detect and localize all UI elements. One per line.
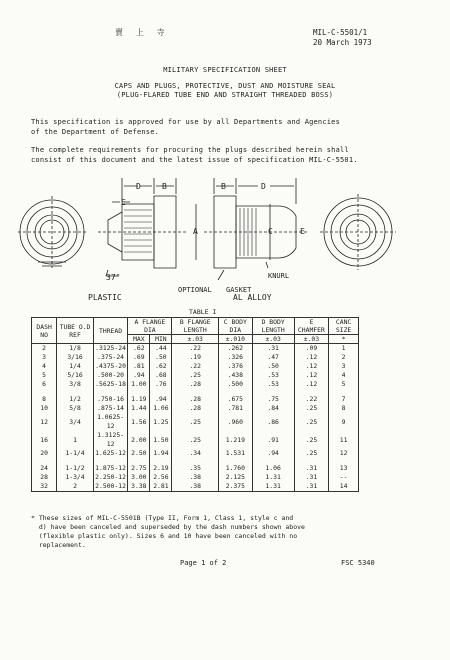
table-cell: --: [329, 473, 359, 482]
header-tube-od: TUBE O.D REF: [57, 318, 94, 344]
dim-e-alloy: E: [300, 227, 305, 236]
table-cell: .44: [150, 344, 172, 354]
dim-e-plastic: E: [121, 198, 126, 207]
title-line-2: (PLUG-FLARED TUBE END AND STRAIGHT THREADED BOSS): [116, 91, 334, 99]
dim-d-plastic: D: [136, 182, 141, 191]
table-cell: 7: [329, 395, 359, 404]
table-cell: .28: [172, 395, 219, 404]
table-cell: .5625-18: [95, 380, 126, 388]
table-cell: 3: [329, 362, 359, 371]
alloy-side-view: [196, 178, 308, 280]
table-cell: 1.219: [219, 431, 253, 449]
table-cell: 1.31: [252, 482, 294, 492]
spec-number: MIL-C-5501/1: [313, 28, 368, 37]
table-cell: .62: [150, 362, 172, 371]
footnote-line-1: * These sizes of MIL-C-5501B (Type II, Form 1, Class 1, style c and: [31, 514, 294, 522]
fsc-code: FSC 5340: [341, 559, 375, 567]
table-cell: 1.19: [128, 395, 150, 404]
table-row: [32, 344, 359, 354]
table-cell: .875-14: [93, 404, 127, 413]
table-cell: .262: [219, 344, 253, 354]
footnote: [31, 514, 305, 550]
plastic-label: PLASTIC: [88, 293, 122, 302]
table-cell: 2.56: [150, 473, 172, 482]
table-cell: .28: [172, 404, 219, 413]
table-cell: 1.625-12: [95, 449, 126, 457]
table-cell: .50: [150, 353, 172, 362]
page-number: Page 1 of 2: [180, 559, 227, 567]
table-cell: .25: [172, 371, 219, 380]
table-cell: .4375-20: [95, 362, 126, 370]
footnote-line-3: (flexible plastic only). Sizes 6 and 10 have been canceled with no: [31, 532, 298, 540]
header-body-dia: C BODY DIA: [219, 318, 253, 335]
table-cell: .960: [219, 413, 253, 431]
table-cell: .76: [150, 380, 172, 389]
table-row: [32, 395, 359, 404]
approval-paragraph: [31, 117, 340, 137]
knurl-label: KNURL: [268, 272, 290, 280]
table-cell: 2.81: [150, 482, 172, 492]
dim-b-alloy: B: [221, 182, 226, 191]
table-cell: .62: [128, 344, 150, 354]
table-cell: 4: [329, 371, 359, 380]
table-cell: .500: [219, 380, 253, 389]
table-cell: 5/8: [57, 404, 94, 413]
table-cell: 2.500-12: [95, 482, 126, 490]
table-cell: 28: [32, 473, 57, 482]
header-dash-no: DASH NO: [32, 318, 57, 344]
table-cell: .675: [219, 395, 253, 404]
table-cell: 1: [57, 431, 94, 449]
table-cell: .50: [252, 362, 294, 371]
table-cell: .94: [128, 371, 150, 380]
table-cell: .31: [294, 464, 328, 473]
plastic-side-view: [98, 178, 188, 276]
table-cell: .09: [294, 344, 328, 354]
table-cell: .25: [294, 449, 328, 458]
table-cell: 3.00: [128, 473, 150, 482]
table-cell: 1.56: [128, 413, 150, 431]
table-row: [32, 404, 359, 413]
table-cell: 20: [32, 449, 57, 458]
requirements-paragraph: [31, 145, 358, 165]
table-cell: .3125-24: [95, 344, 126, 352]
table-cell: .25: [294, 404, 328, 413]
table-cell: 3: [32, 353, 57, 362]
table-caption: TABLE I: [189, 308, 217, 316]
table-row: [32, 473, 359, 482]
table-cell: .19: [172, 353, 219, 362]
table-cell: .84: [252, 404, 294, 413]
table-cell: 9: [329, 413, 359, 431]
dim-d-alloy: D: [261, 182, 266, 191]
alloy-label: AL ALLOY: [233, 293, 272, 302]
header-e-tol: ±.03: [294, 335, 328, 344]
table-cell: 1.50: [150, 431, 172, 449]
table-cell: .69: [128, 353, 150, 362]
table-cell: 4: [32, 362, 57, 371]
table-cell: 14: [329, 482, 359, 492]
table-cell: 1.31: [252, 473, 294, 482]
table-cell: 1/8: [57, 344, 94, 354]
title-line-1: CAPS AND PLUGS, PROTECTIVE, DUST AND MOISTURE SEAL: [114, 82, 336, 90]
header-canc-size: CANC SIZE: [329, 318, 359, 335]
table-row: [32, 449, 359, 458]
table-cell: .28: [172, 380, 219, 389]
table-cell: .31: [252, 344, 294, 354]
table-row: [32, 413, 359, 431]
header-thread: THREAD: [93, 318, 127, 344]
table-cell: .53: [252, 371, 294, 380]
table-cell: 1.760: [219, 464, 253, 473]
table-row: [32, 362, 359, 371]
table-cell: .12: [294, 362, 328, 371]
table-cell: 3/4: [57, 413, 94, 431]
table-cell: 10: [32, 404, 57, 413]
approval-line-2: of the Department of Defense.: [31, 128, 160, 136]
table-cell: 3/8: [57, 380, 94, 389]
sheet-title: MILITARY SPECIFICATION SHEET: [163, 66, 287, 74]
table-row: [32, 431, 359, 449]
approval-line-1: This specification is approved for use by all Departments and Agencies: [31, 118, 341, 126]
table-cell: .22: [172, 344, 219, 354]
requirements-line-1: The complete requirements for procuring the plugs described herein shall: [31, 146, 349, 154]
table-cell: 1.531: [219, 449, 253, 458]
table-cell: 5: [329, 380, 359, 389]
table-cell: .94: [252, 449, 294, 458]
table-cell: .22: [172, 362, 219, 371]
right-end-view: [320, 194, 396, 270]
table-cell: .375-24: [93, 353, 127, 362]
plug-drawing: [18, 176, 418, 312]
table-cell: 16: [32, 431, 57, 449]
table-cell: 1.25: [150, 413, 172, 431]
table-cell: 11: [329, 431, 359, 449]
header-canc-mark: *: [329, 335, 359, 344]
table-cell: .12: [294, 371, 328, 380]
dim-b-plastic: B: [162, 182, 167, 191]
table-cell: 2.375: [219, 482, 253, 492]
spec-date: 20 March 1973: [313, 38, 372, 47]
header-c-tol: ±.010: [219, 335, 253, 344]
optional-label: OPTIONAL: [178, 286, 212, 294]
header-a-min: MIN: [150, 335, 172, 344]
table-row: [32, 353, 359, 362]
table-cell: 2: [32, 344, 57, 354]
table-cell: .781: [219, 404, 253, 413]
table-cell: .68: [150, 371, 172, 380]
table-cell: 1-3/4: [57, 473, 94, 482]
table-cell: 5: [32, 371, 57, 380]
table-cell: .38: [172, 482, 219, 492]
table-cell: .25: [172, 413, 219, 431]
table-cell: 8: [329, 404, 359, 413]
table-cell: .38: [172, 473, 219, 482]
table-cell: 1.875-12: [95, 464, 126, 472]
table-cell: 1.0625-12: [93, 413, 127, 431]
table-cell: 1.00: [128, 380, 150, 389]
table-cell: .438: [219, 371, 253, 380]
table-cell: 2.250-12: [95, 473, 126, 481]
table-cell: .12: [294, 380, 328, 389]
table-cell: .75: [252, 395, 294, 404]
table-cell: 12: [32, 413, 57, 431]
table-row: [32, 464, 359, 473]
table-cell: .500-20: [93, 371, 127, 380]
table-cell: .25: [294, 413, 328, 431]
footnote-line-4: replacement.: [31, 541, 86, 549]
table-cell: 1: [329, 344, 359, 354]
spec-header: [313, 28, 372, 48]
table-cell: 1.3125-12: [93, 431, 127, 449]
table-cell: .47: [252, 353, 294, 362]
table-cell: .31: [294, 473, 328, 482]
angle-label: 37°: [106, 273, 121, 282]
table-cell: 3/16: [57, 353, 94, 362]
header-body-length: D BODY LENGTH: [252, 318, 294, 335]
table-cell: .81: [128, 362, 150, 371]
footnote-line-2: d) have been canceled and superseded by the dash numbers shown above: [31, 523, 305, 531]
header-flange-dia: A FLANGE DIA: [128, 318, 172, 335]
table-cell: 1-1/2: [57, 464, 94, 473]
table-cell: 1.94: [150, 449, 172, 458]
table-cell: 1/2: [57, 395, 94, 404]
table-cell: .35: [172, 464, 219, 473]
header-b-tol: ±.03: [172, 335, 219, 344]
table-cell: 24: [32, 464, 57, 473]
table-cell: .94: [150, 395, 172, 404]
dim-a: A: [193, 227, 198, 236]
requirements-line-2: consist of this document and the latest issue of specification MIL-C-5501.: [31, 156, 358, 164]
table-cell: .25: [172, 431, 219, 449]
table-cell: 2: [57, 482, 94, 492]
table-row: [32, 380, 359, 389]
table-cell: 1.06: [150, 404, 172, 413]
spec-table: [31, 317, 359, 492]
table-cell: 5/16: [57, 371, 94, 380]
table-cell: 2.75: [128, 464, 150, 473]
table-cell: 2.19: [150, 464, 172, 473]
table-cell: 12: [329, 449, 359, 458]
table-cell: .12: [294, 353, 328, 362]
table-cell: 3.38: [128, 482, 150, 492]
table-cell: 2: [329, 353, 359, 362]
table-cell: .53: [252, 380, 294, 389]
table-cell: 6: [32, 380, 57, 389]
table-cell: 2.00: [128, 431, 150, 449]
table-cell: 1.06: [252, 464, 294, 473]
gasket-label: GASKET: [226, 286, 252, 294]
header-mark: 賣 上 寺: [115, 28, 169, 37]
table-cell: 2.50: [128, 449, 150, 458]
table-cell: 32: [32, 482, 57, 492]
table-cell: .91: [252, 431, 294, 449]
table-cell: .86: [252, 413, 294, 431]
table-cell: 1-1/4: [57, 449, 94, 458]
table-cell: .34: [172, 449, 219, 458]
header-d-tol: ±.03: [252, 335, 294, 344]
left-end-view: [18, 196, 86, 268]
table-cell: 8: [32, 395, 57, 404]
table-cell: .22: [294, 395, 328, 404]
table-cell: .31: [294, 482, 328, 492]
header-chamfer: E CHAMFER: [294, 318, 328, 335]
header-flange-length: B FLANGE LENGTH: [172, 318, 219, 335]
table-cell: 1/4: [57, 362, 94, 371]
table-row: [32, 371, 359, 380]
table-cell: 2.125: [219, 473, 253, 482]
header-a-max: MAX: [128, 335, 150, 344]
table-cell: .326: [219, 353, 253, 362]
table-cell: 1.44: [128, 404, 150, 413]
table-cell: 13: [329, 464, 359, 473]
table-cell: .25: [294, 431, 328, 449]
table-cell: .376: [219, 362, 253, 371]
table-cell: .750-16: [93, 395, 127, 404]
table-row: [32, 482, 359, 492]
dim-c: C: [268, 227, 273, 236]
